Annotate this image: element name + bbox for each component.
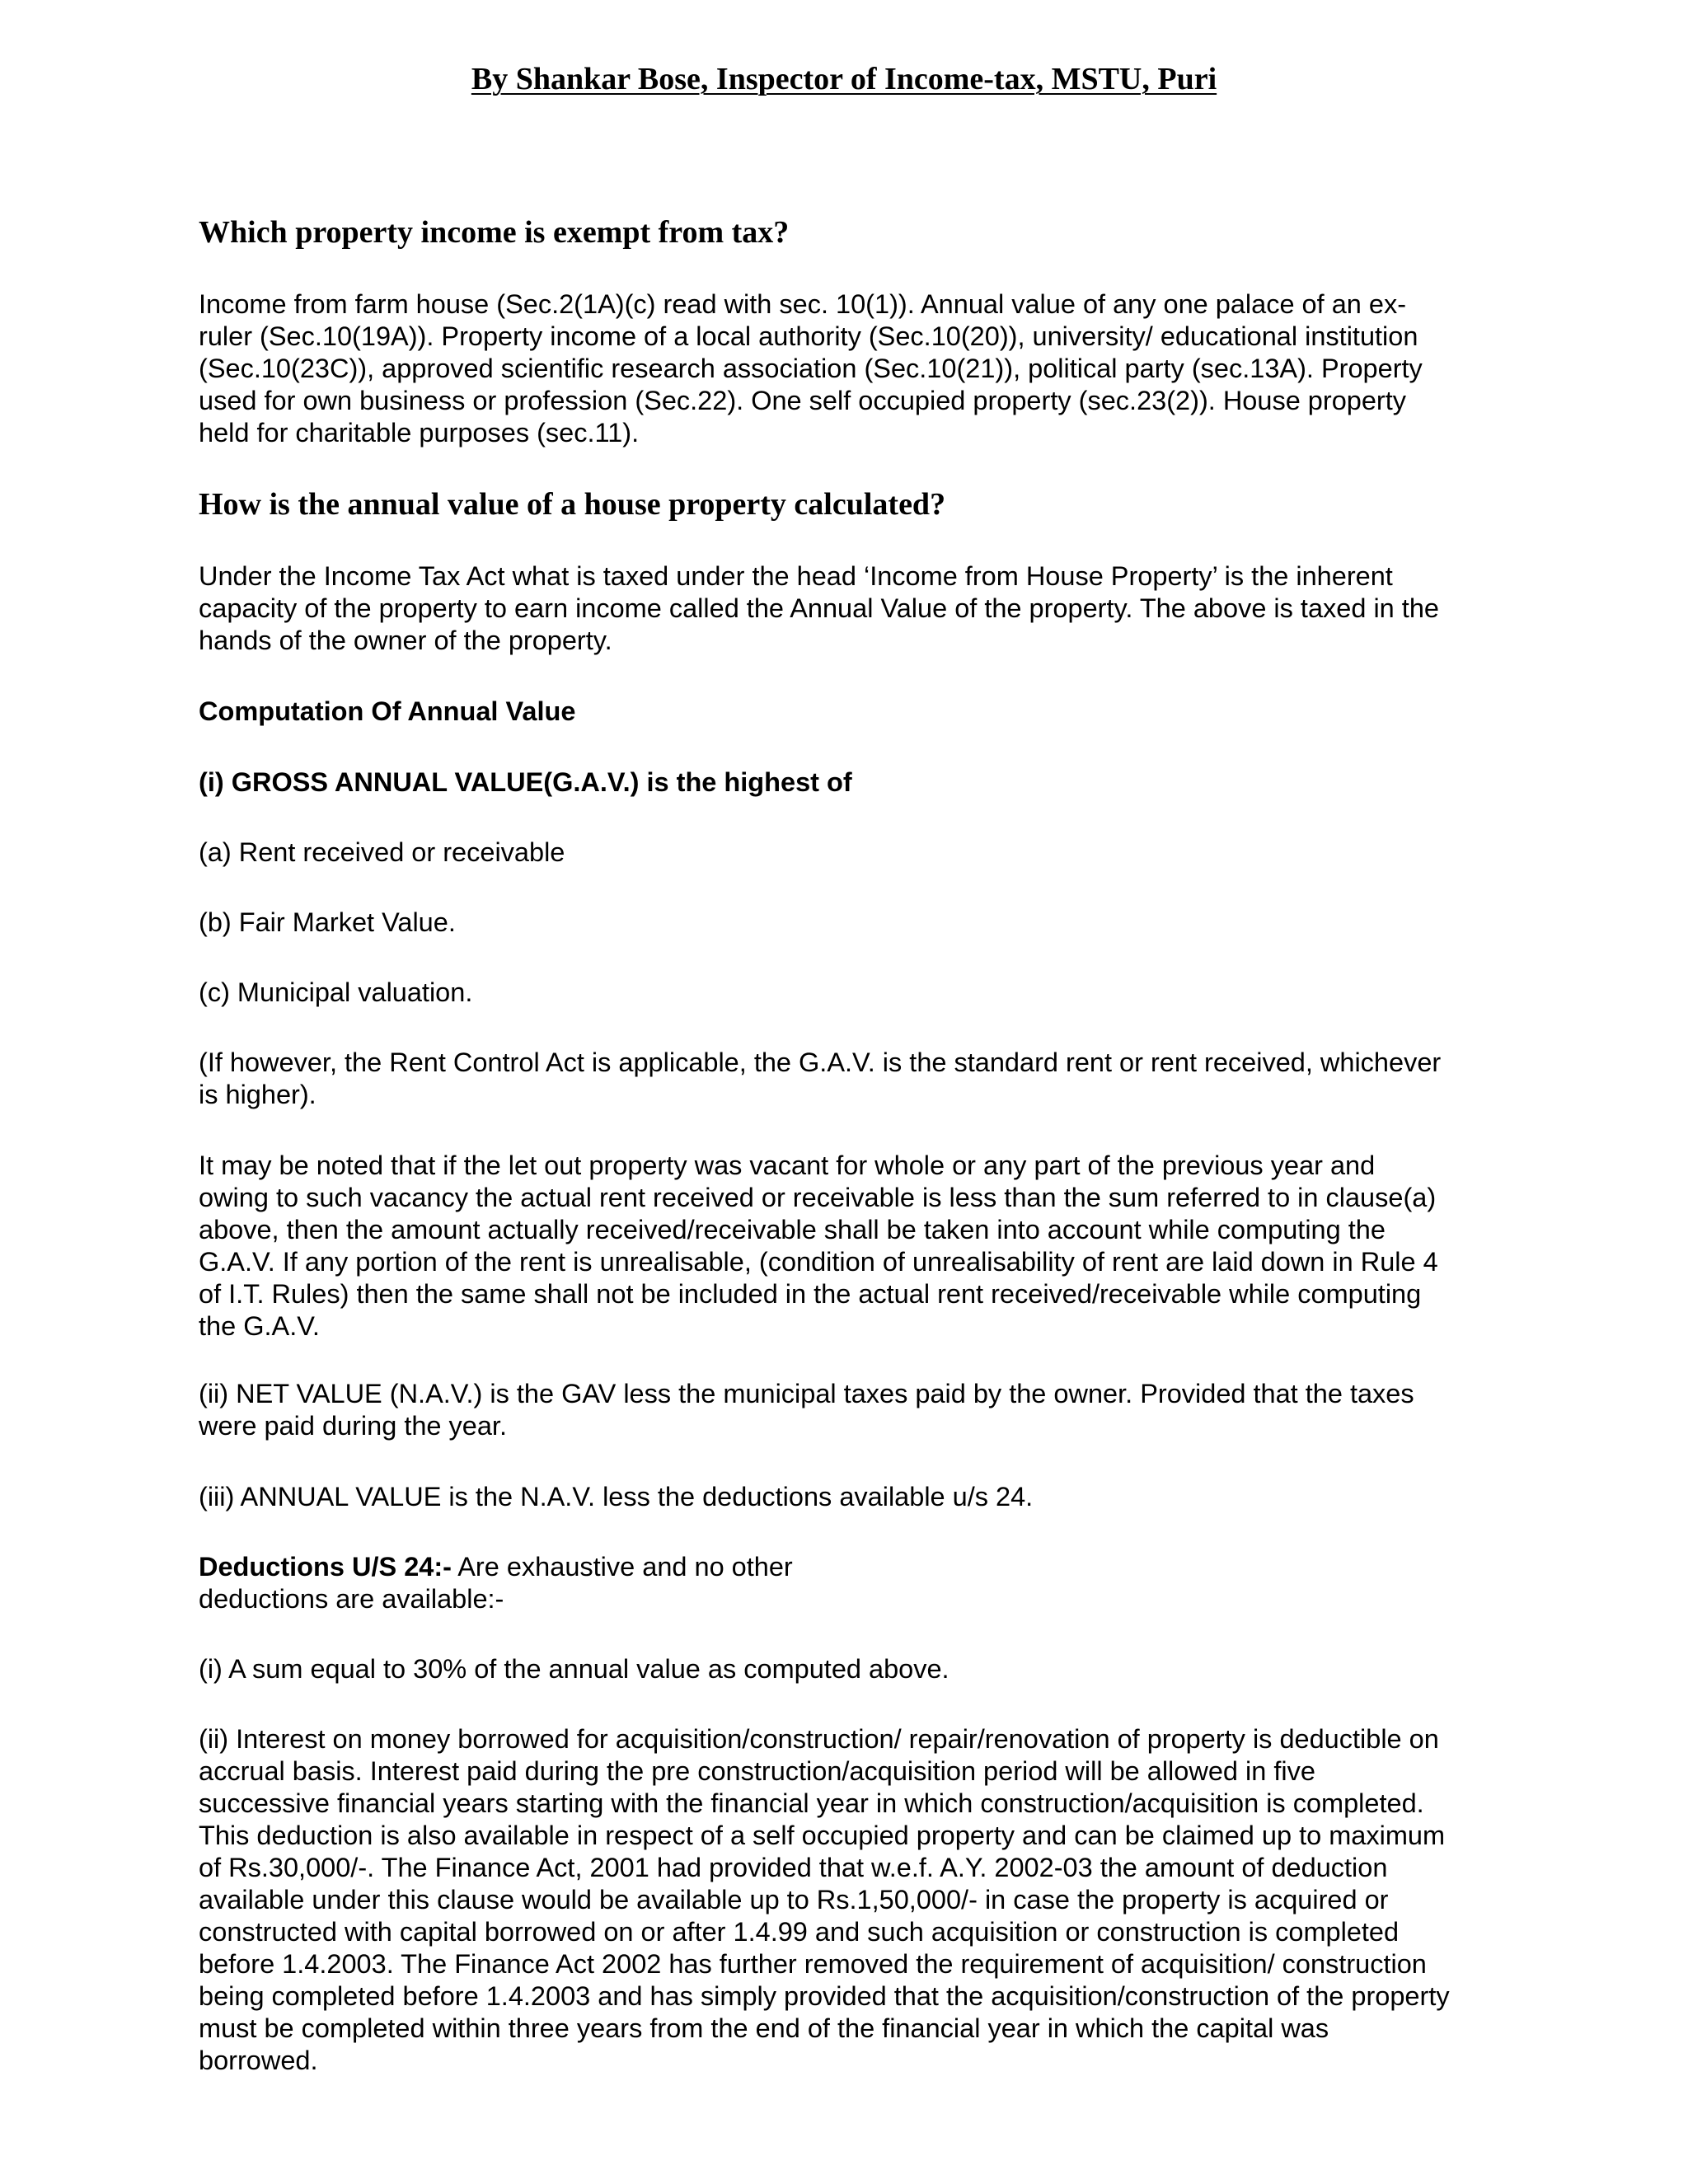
- text-line: must be completed within three years from the end of the financial year in which the capital was: [199, 2013, 1329, 2043]
- gav-item-market-value: (b) Fair Market Value.: [199, 907, 456, 937]
- text-line: deductions are available:-: [199, 1584, 504, 1614]
- text-line: (Sec.10(23C)), approved scientific research association (Sec.10(21)), political party (sec.13A). Property: [199, 354, 1423, 383]
- text-line: [199, 1551, 1494, 1583]
- text-line: owing to such vacancy the actual rent received or receivable is less than the sum referred to in clause(a): [199, 1183, 1437, 1212]
- gav-item-rent: (a) Rent received or receivable: [199, 837, 565, 867]
- deduction-item-standard: (i) A sum equal to 30% of the annual value as computed above.: [199, 1654, 950, 1684]
- gav-item-municipal: (c) Municipal valuation.: [199, 977, 473, 1007]
- text-line: the G.A.V.: [199, 1311, 320, 1341]
- text-line: (ii) NET VALUE (N.A.V.) is the GAV less the municipal taxes paid by the owner. Provided that the taxes: [199, 1379, 1414, 1408]
- text-line: successive financial years starting with the financial year in which construction/acquisition is completed.: [199, 1788, 1424, 1818]
- text-line: ruler (Sec.10(19A)). Property income of a local authority (Sec.10(20)), university/ educational institution: [199, 321, 1418, 351]
- text-line: held for charitable purposes (sec.11).: [199, 418, 640, 448]
- gav-definition: (i) GROSS ANNUAL VALUE(G.A.V.) is the highest of: [199, 767, 852, 797]
- deductions-intro-text: Are exhaustive and no other: [452, 1552, 793, 1582]
- heading-exempt-income: Which property income is exempt from tax?: [199, 215, 790, 250]
- paragraph-vacancy: [199, 1150, 1494, 1343]
- text-line: constructed with capital borrowed on or after 1.4.99 and such acquisition or construction is completed: [199, 1917, 1400, 1947]
- text-line: of Rs.30,000/-. The Finance Act, 2001 had provided that w.e.f. A.Y. 2002-03 the amount of deduction: [199, 1853, 1388, 1882]
- text-line: available under this clause would be available up to Rs.1,50,000/- in case the property is acquired or: [199, 1885, 1389, 1915]
- text-line: accrual basis. Interest paid during the pre construction/acquisition period will be allowed in five: [199, 1756, 1315, 1786]
- text-line: used for own business or profession (Sec.22). One self occupied property (sec.23(2)). House property: [199, 386, 1407, 415]
- text-line: (ii) Interest on money borrowed for acquisition/construction/ repair/renovation of property is deductible on: [199, 1724, 1439, 1754]
- text-line: above, then the amount actually received/receivable shall be taken into account while computing the: [199, 1215, 1386, 1244]
- text-line: Income from farm house (Sec.2(1A)(c) read with sec. 10(1)). Annual value of any one palace of an ex-: [199, 289, 1407, 319]
- text-line: were paid during the year.: [199, 1411, 507, 1441]
- text-line: G.A.V. If any portion of the rent is unrealisable, (condition of unrealisability of rent are laid down in Rule 4: [199, 1247, 1438, 1277]
- text-line: being completed before 1.4.2003 and has simply provided that the acquisition/construction of the property: [199, 1981, 1450, 2011]
- text-line: hands of the owner of the property.: [199, 626, 612, 655]
- paragraph-annual-value: (iii) ANNUAL VALUE is the N.A.V. less the deductions available u/s 24.: [199, 1482, 1034, 1511]
- text-line: capacity of the property to earn income called the Annual Value of the property. The above is taxed in the: [199, 593, 1439, 623]
- author-byline: By Shankar Bose, Inspector of Income-tax, MSTU, Puri: [471, 62, 1217, 96]
- paragraph-deductions-intro: [199, 1551, 1494, 1615]
- text-line: of I.T. Rules) then the same shall not be included in the actual rent received/receivable while computing: [199, 1279, 1422, 1309]
- paragraph-exempt-income: [199, 288, 1494, 449]
- text-line: before 1.4.2003. The Finance Act 2002 has further removed the requirement of acquisition/ construction: [199, 1949, 1427, 1979]
- text-line: is higher).: [199, 1080, 316, 1109]
- text-line: Under the Income Tax Act what is taxed under the head ‘Income from House Property’ is the inherent: [199, 561, 1393, 591]
- text-line: (If however, the Rent Control Act is applicable, the G.A.V. is the standard rent or rent received, whichever: [199, 1047, 1442, 1077]
- paragraph-rent-control: [199, 1047, 1494, 1111]
- subheading-computation: Computation Of Annual Value: [199, 696, 576, 726]
- text-line: This deduction is also available in respect of a self occupied property and can be claimed up to maximum: [199, 1821, 1446, 1850]
- text-line: It may be noted that if the let out property was vacant for whole or any part of the previous year and: [199, 1151, 1376, 1180]
- paragraph-net-value: [199, 1378, 1494, 1442]
- text-line: borrowed.: [199, 2046, 318, 2075]
- deductions-label: Deductions U/S 24:-: [199, 1552, 452, 1582]
- heading-annual-value-calculation: How is the annual value of a house property calculated?: [199, 487, 946, 522]
- paragraph-annual-value-intro: [199, 560, 1494, 657]
- deduction-item-interest: [199, 1723, 1494, 2077]
